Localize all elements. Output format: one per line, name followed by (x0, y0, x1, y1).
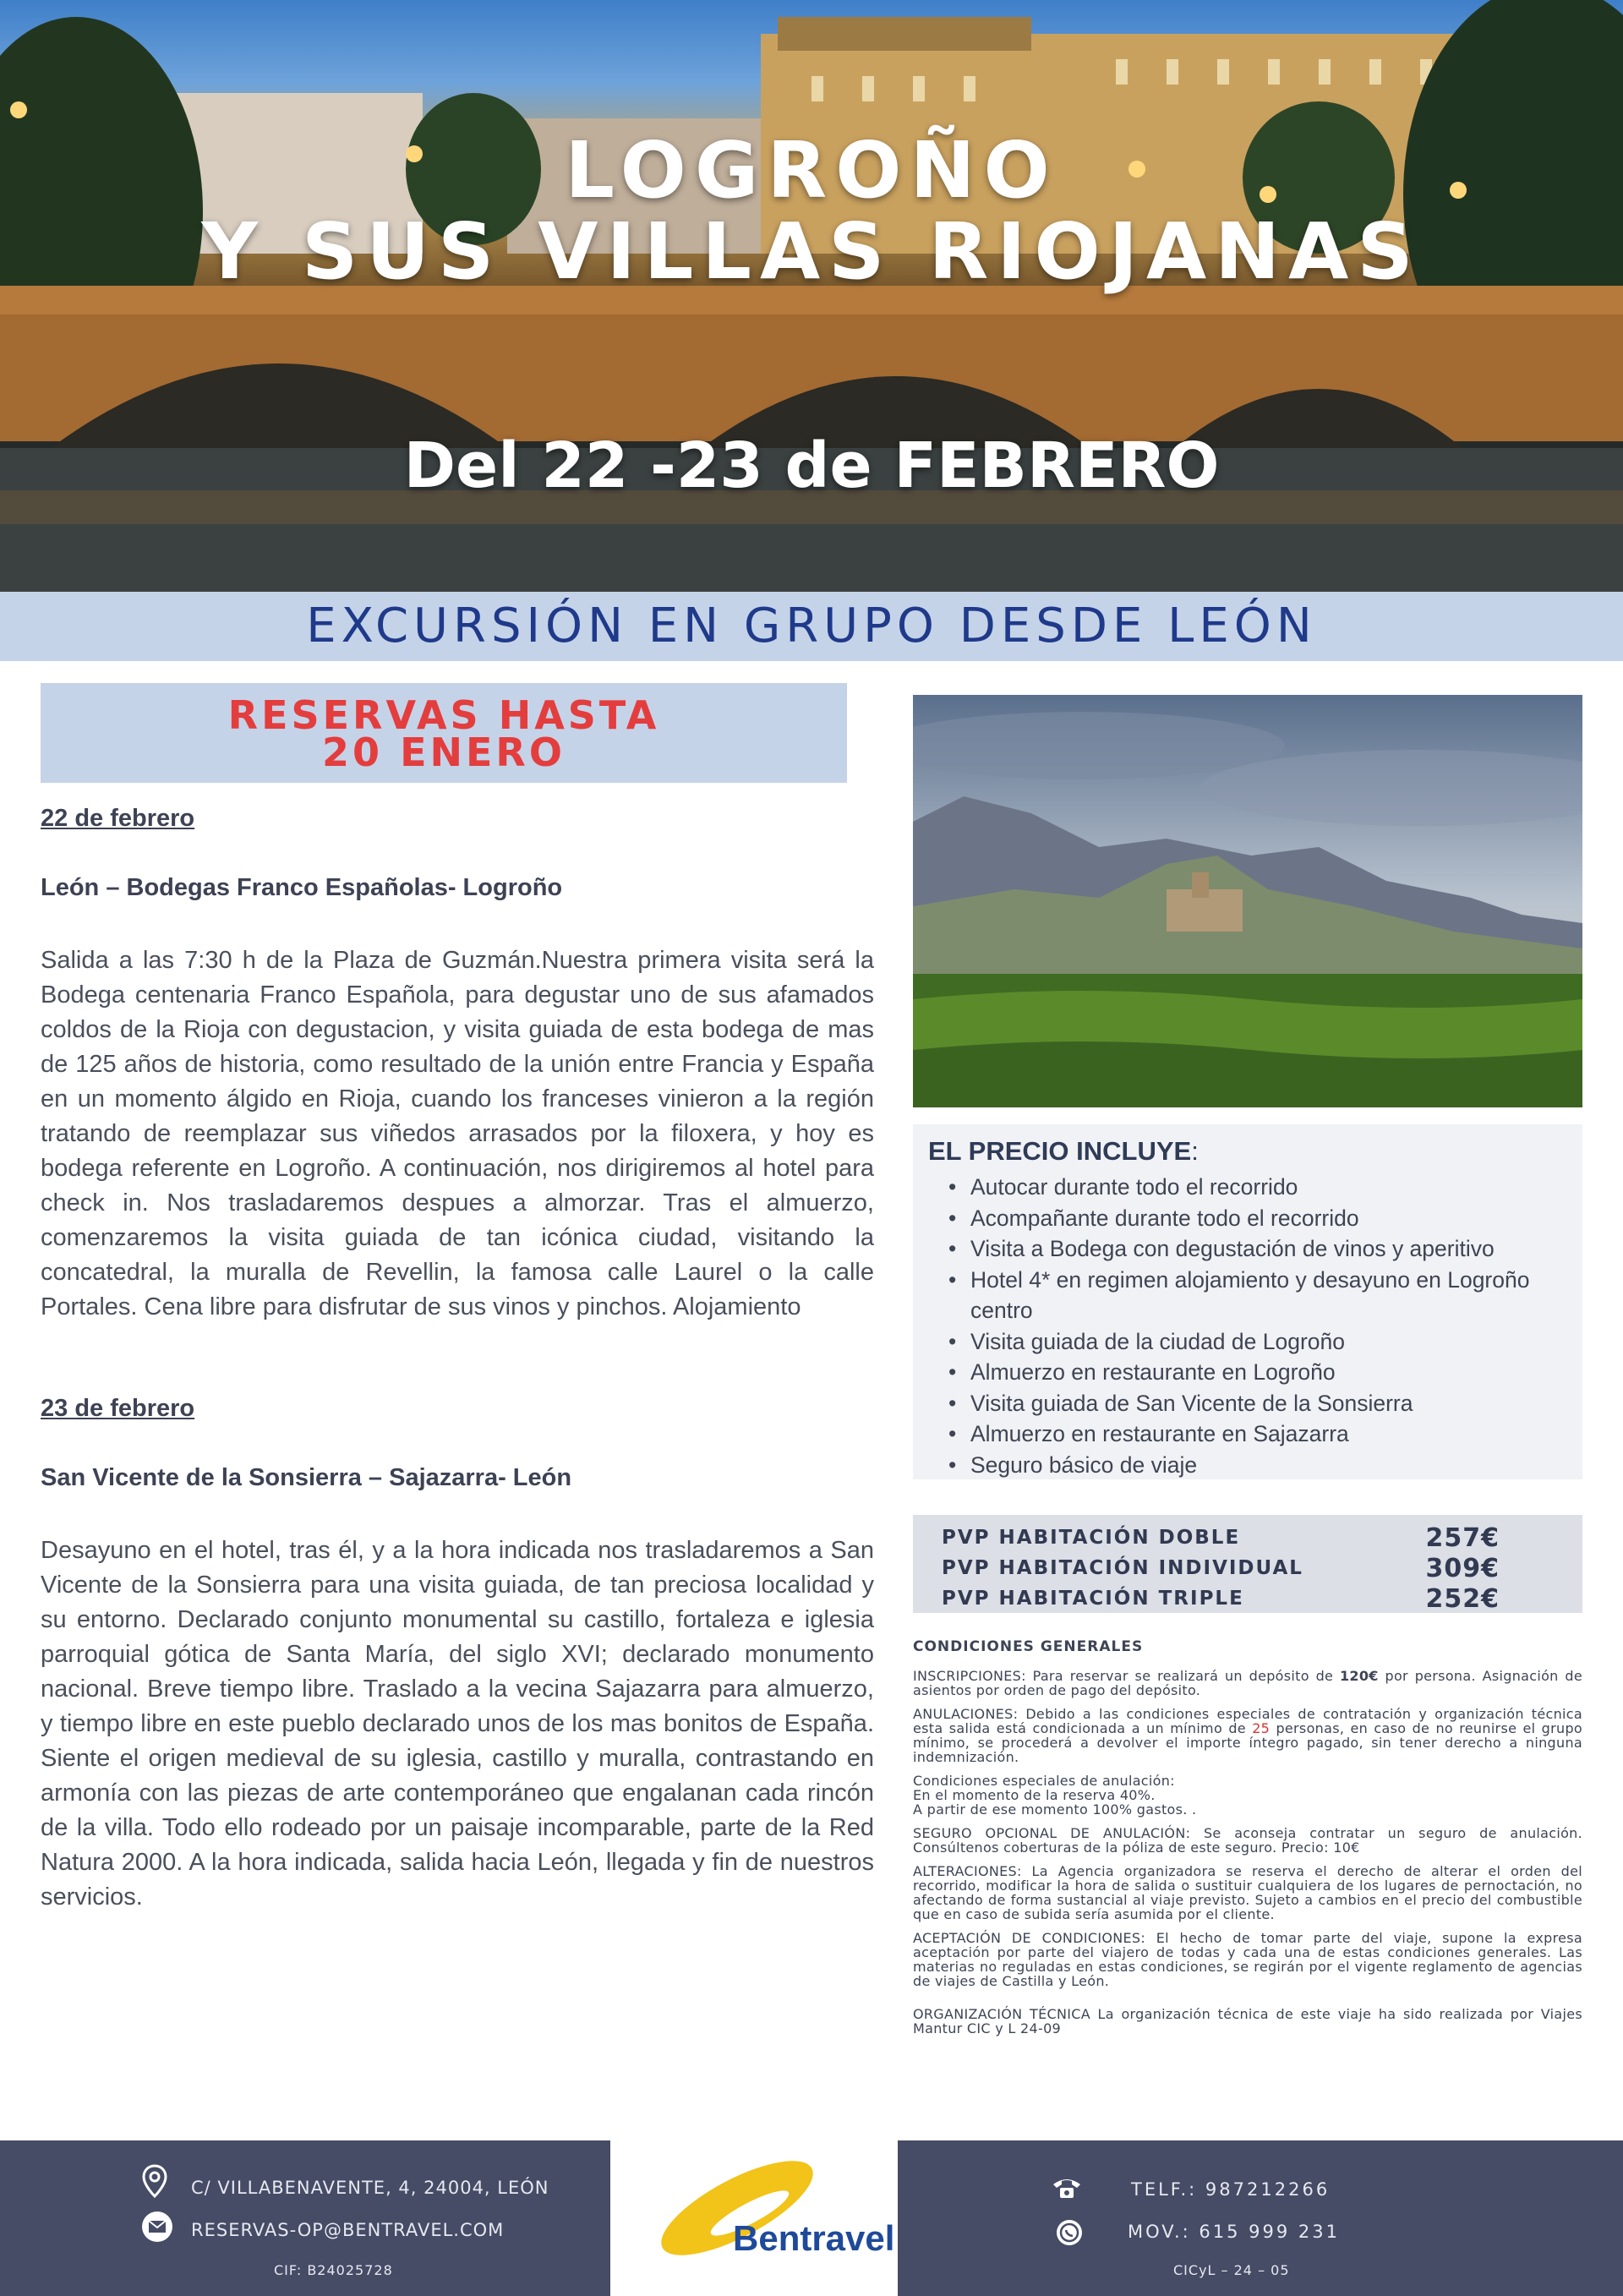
vineyard-photo (913, 695, 1582, 1107)
price-table (913, 1515, 1582, 1613)
list-item: • Visita guiada de la ciudad de Logroño (928, 1326, 1567, 1358)
map-pin-icon (142, 2164, 167, 2202)
booking-deadline-box (41, 683, 847, 783)
price-label: PVP HABITACIÓN TRIPLE (942, 1588, 1244, 1610)
whatsapp-icon (1055, 2218, 1084, 2251)
day2-description: Desayuno en el hotel, tras él, y a la hora indicada nos trasladaremos a San Vicente de la Sonsierra para una visita guiada, de tan preciosa localidad y su entorno. Declarado conjunto monumental su castillo, fortaleza e iglesia parroquial gótica de Santa María, del siglo XVI; declarado monumento nacional. Breve tiempo libre. Traslado a la vecina Sajazarra para almuerzo, y tiempo libre en este pueblo declarado unos de los mas bonitos de España. Siente el origen medieval de su iglesia, castillo y muralla, contrastando en armonía con las piezas de arte contemporáneo que engalanan cada rincón de la villa. Todo ello rodeado por un paisaje incomparable, parte de la Red Natura 2000. A la hora indicada, salida hacia León, llegada y fin de nuestros servicios. (41, 1537, 874, 1911)
list-item: • Almuerzo en restaurante en Logroño (928, 1357, 1567, 1388)
price-includes-list (928, 1172, 1567, 1480)
mail-icon (140, 2210, 174, 2248)
price-includes-title: EL PRECIO INCLUYE: (928, 1136, 1199, 1166)
conditions-special-cancellation: Condiciones especiales de anulación: En el momento de la reserva 40%. A partir de ese momento 100% gastos. . (913, 1773, 1197, 1818)
list-item: • Visita guiada de San Vicente de la Sonsierra (928, 1388, 1567, 1419)
day2-heading: 23 de febrero (41, 1395, 195, 1422)
day1-route: León – Bodegas Franco Españolas- Logroño (41, 874, 563, 901)
day2-route: San Vicente de la Sonsierra – Sajazarra- León (41, 1464, 572, 1491)
price-row-triple (942, 1584, 1567, 1614)
price-value: 257€ (1425, 1523, 1500, 1553)
price-value: 309€ (1425, 1554, 1500, 1583)
footer-phone[interactable]: TELF.: 987212266 (1131, 2179, 1331, 2200)
price-includes-box (913, 1124, 1582, 1479)
booking-deadline-line1: RESERVAS HASTA (227, 692, 660, 738)
price-row-single (942, 1554, 1567, 1583)
footer-mobile[interactable]: MOV.: 615 999 231 (1128, 2222, 1340, 2242)
list-item: • Seguro básico de viaje (928, 1450, 1567, 1481)
price-value: 252€ (1425, 1584, 1500, 1614)
bentravel-logo (610, 2140, 898, 2296)
footer-address: C/ VILLABENAVENTE, 4, 24004, LEÓN (191, 2178, 549, 2198)
conditions-insurance: SEGURO OPCIONAL DE ANULACIÓN: Se aconseja contratar un seguro de anulación. Consúltenos coberturas de la póliza de este seguro. Precio: 10€ (913, 1825, 1582, 1856)
hero-title-line1: LOGROÑO (565, 125, 1058, 216)
phone-icon (1050, 2174, 1084, 2204)
logo-text: Bentravel (733, 2218, 895, 2258)
footer (0, 2140, 1623, 2296)
conditions-anulaciones: ANULACIONES: Debido a las condiciones especiales de contratación y organización técnica esta salida está condicionada a un mínimo de 25 personas, en caso de no reunirse el grupo mínimo, se procederá a devolver el importe íntegro pagado, sin tener derecho a ninguna indemnización. (913, 1706, 1582, 1765)
list-item: • Visita a Bodega con degustación de vinos y aperitivo (928, 1233, 1567, 1265)
hero-title-line2: Y SUS VILLAS RIOJANAS (201, 206, 1422, 297)
list-item: • Almuerzo en restaurante en Sajazarra (928, 1419, 1567, 1450)
day1-heading: 22 de febrero (41, 805, 195, 832)
footer-email[interactable]: RESERVAS-OP@BENTRAVEL.COM (191, 2220, 505, 2240)
day1-description: Salida a las 7:30 h de la Plaza de Guzmán.Nuestra primera visita será la Bodega centenaria Franco Española, para degustar uno de sus afamados coldos de la Rioja con degustacion, y visita guiada de esta bodega de mas de 125 años de historia, como resultado de la unión entre Francia y España en un momento álgido en Rioja, cuando los franceses vinieron a la región tratando de reemplazar sus viñedos arrasados por la filoxera, y hoy es bodega referente en Logroño. A continuación, nos dirigiremos al hotel para check in. Nos trasladaremos despues a almorzar. Tras el almuerzo, comenzaremos la visita guiada de tan icónica ciudad, visitando la concatedral, la muralla de Revellin, la famosa calle Laurel o la calle Portales. Cena libre para disfrutar de sus vinos y pinchos. Alojamiento (41, 947, 874, 1320)
footer-license: CICyL – 24 – 05 (1173, 2262, 1290, 2278)
list-item: • Hotel 4* en regimen alojamiento y desayuno en Logroño centro (928, 1265, 1567, 1326)
group-excursion-band: EXCURSIÓN EN GRUPO DESDE LEÓN (0, 592, 1623, 661)
booking-deadline-line2: 20 ENERO (322, 730, 566, 775)
list-item: • Acompañante durante todo el recorrido (928, 1203, 1567, 1234)
conditions-inscripciones: INSCRIPCIONES: Para reservar se realizará un depósito de 120€ por persona. Asignación de asientos por orden de pago del depósito. (913, 1668, 1583, 1698)
general-conditions (913, 1638, 1582, 2045)
hero-dates: Del 22 -23 de FEBRERO (403, 429, 1220, 502)
conditions-acceptance: ACEPTACIÓN DE CONDICIONES: El hecho de tomar parte del viaje, supone la expresa aceptación por parte del viajero de todas y cada una de estas condiciones generales. Las materias no reguladas en estas condiciones, se regirán por el vigente reglamento de agencias de viajes de Castilla y León. (913, 1930, 1582, 1989)
price-row-double (942, 1523, 1567, 1553)
footer-cif: CIF: B24025728 (274, 2262, 393, 2278)
price-label: PVP HABITACIÓN DOBLE (942, 1527, 1241, 1549)
hero-banner (0, 0, 1623, 592)
conditions-technical-organization: ORGANIZACIÓN TÉCNICA La organización técnica de este viaje ha sido realizada por Viajes Mantur CIC y L 24-09 (913, 2006, 1582, 2036)
list-item: • Autocar durante todo el recorrido (928, 1172, 1567, 1203)
price-label: PVP HABITACIÓN INDIVIDUAL (942, 1557, 1303, 1579)
conditions-title: CONDICIONES GENERALES (913, 1638, 1144, 1655)
conditions-alterations: ALTERACIONES: La Agencia organizadora se reserva el derecho de alterar el orden del recorrido, modificar la hora de salida o sustituir cualquiera de los lugares de pernoctación, no afectando de forma sustancial al viaje previsto. Sujeto a cambios en el precio del combustible que en caso de subida sería asumida por el cliente. (913, 1863, 1582, 1922)
